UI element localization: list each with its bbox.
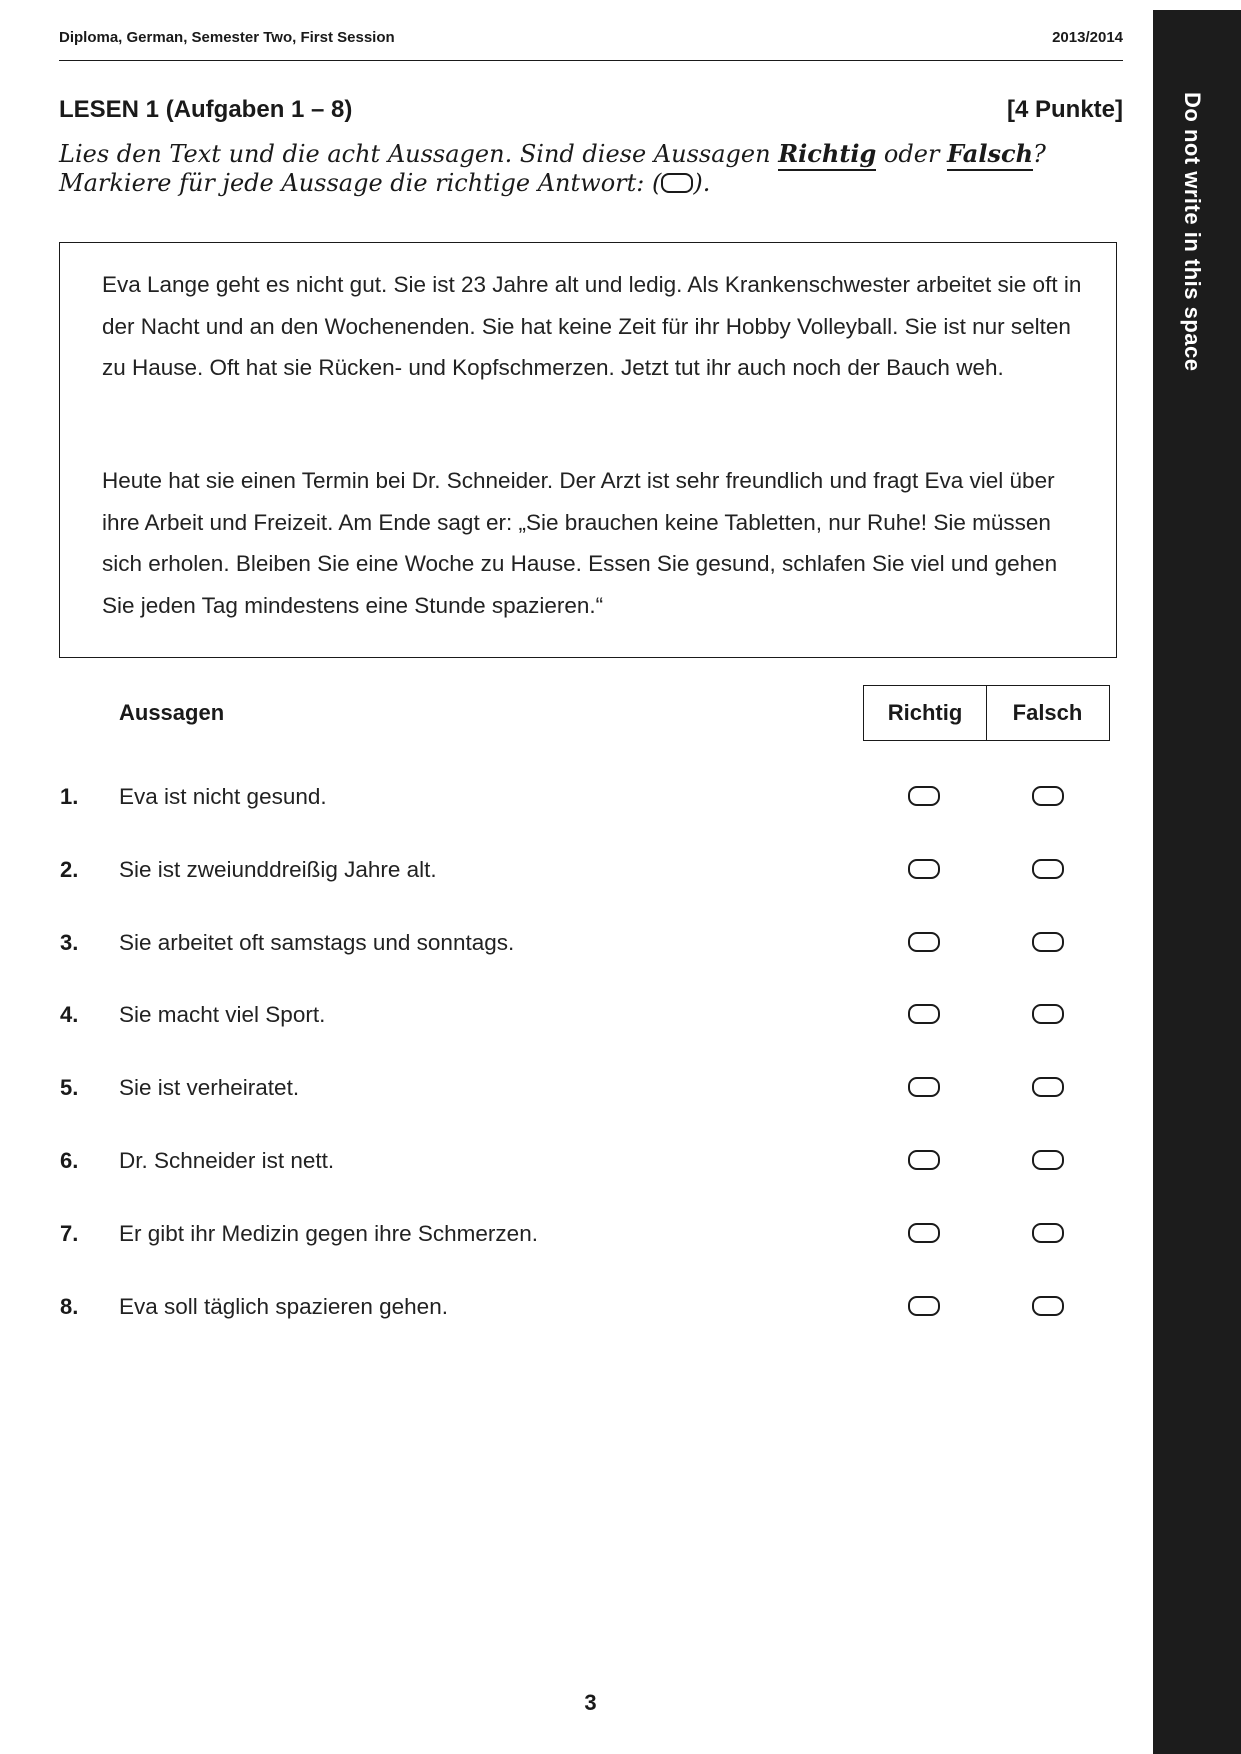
answer-bubble-richtig[interactable] [908,1077,940,1097]
statement-row [0,784,1140,824]
statement-number: 1. [60,784,79,809]
answer-bubble-icon [661,173,693,193]
statement-text: Eva soll täglich spazieren gehen. [119,1293,448,1319]
reading-paragraph-1: Eva Lange geht es nicht gut. Sie ist 23 Jahre alt und ledig. Als Krankenschwester arbeitet sie oft in der Nacht und an den Wochenenden. Sie hat keine Zeit für ihr Hobby Volleyball. Sie ist nur selten zu Hause. Oft hat sie Rücken- und Kopfschmerzen. Jetzt tut ihr auch noch der Bauch weh. [102,272,1082,380]
answer-bubble-falsch[interactable] [1032,859,1064,879]
keyword-falsch: Falsch [947,139,1033,171]
statement-text: Eva ist nicht gesund. [119,784,327,809]
statement-row [0,1075,1140,1115]
statement-text: Er gibt ihr Medizin gegen ihre Schmerzen. [119,1220,538,1246]
answer-bubble-falsch[interactable] [1032,1077,1064,1097]
statements-header-label: Aussagen [119,700,225,725]
answer-bubble-falsch[interactable] [1032,1150,1064,1170]
instructions-text: Markiere für jede Aussage die richtige Antwort: ( [59,169,662,197]
page-header-title: Diploma, German, Semester Two, First Session [59,29,395,46]
answer-bubble-richtig[interactable] [908,786,940,806]
statement-text: Sie arbeitet oft samstags und sonntags. [119,929,515,955]
answer-bubble-richtig[interactable] [908,1004,940,1024]
page-header-year: 2013/2014 [1052,29,1123,46]
section-title: LESEN 1 (Aufgaben 1 – 8) [59,96,353,123]
statement-text: Sie ist zweiunddreißig Jahre alt. [119,856,437,882]
side-margin-text: Do not write in this space [1180,92,1205,372]
statement-row [0,1002,1140,1042]
section-points: [4 Punkte] [1006,96,1123,123]
column-header-falsch: Falsch [986,685,1110,741]
statement-text: Sie ist verheiratet. [119,1075,300,1101]
answer-bubble-richtig[interactable] [908,1296,940,1316]
answer-bubble-falsch[interactable] [1032,1004,1064,1024]
instructions [59,139,1119,198]
statement-row [0,930,1140,970]
statement-number: 2. [60,856,79,882]
header-divider [59,60,1123,61]
instructions-text: oder [876,140,948,168]
instructions-text: ? [1033,140,1046,168]
statement-number: 8. [60,1293,79,1319]
answer-bubble-falsch[interactable] [1032,932,1064,952]
instructions-text: ). [693,169,711,197]
statement-text: Sie macht viel Sport. [119,1002,326,1028]
instructions-text: Lies den Text und die acht Aussagen. Sind diese Aussagen [59,140,779,168]
answer-bubble-richtig[interactable] [908,859,940,879]
reading-text-box [59,242,1117,658]
answer-bubble-richtig[interactable] [908,1150,940,1170]
statement-row [0,1221,1140,1261]
statement-number: 5. [60,1075,79,1101]
statement-row [0,857,1140,897]
instructions-line-2 [59,169,1119,198]
reading-paragraph-2: Heute hat sie einen Termin bei Dr. Schneider. Der Arzt ist sehr freundlich und fragt Eva viel über ihre Arbeit und Freizeit. Am Ende sagt er: „Sie brauchen keine Tabletten, nur Ruhe! Sie müssen sich erholen. Bleiben Sie eine Woche zu Hause. Essen Sie gesund, schlafen Sie viel und gehen Sie jeden Tag mindestens eine Stunde spazieren.“ [102,468,1058,618]
keyword-richtig: Richtig [778,139,876,171]
statement-row [0,1148,1140,1188]
statement-row [0,1294,1140,1334]
statement-number: 4. [60,1002,79,1028]
page-number: 3 [584,1690,597,1715]
answer-bubble-falsch[interactable] [1032,1223,1064,1243]
answer-bubble-richtig[interactable] [908,932,940,952]
answer-bubble-falsch[interactable] [1032,786,1064,806]
statement-number: 6. [60,1148,79,1173]
answer-bubble-falsch[interactable] [1032,1296,1064,1316]
statement-text: Dr. Schneider ist nett. [119,1148,335,1173]
statement-number: 7. [60,1220,79,1246]
instructions-line-1 [59,139,1119,169]
column-header-richtig: Richtig [863,685,987,741]
answer-bubble-richtig[interactable] [908,1223,940,1243]
statement-number: 3. [60,929,79,955]
